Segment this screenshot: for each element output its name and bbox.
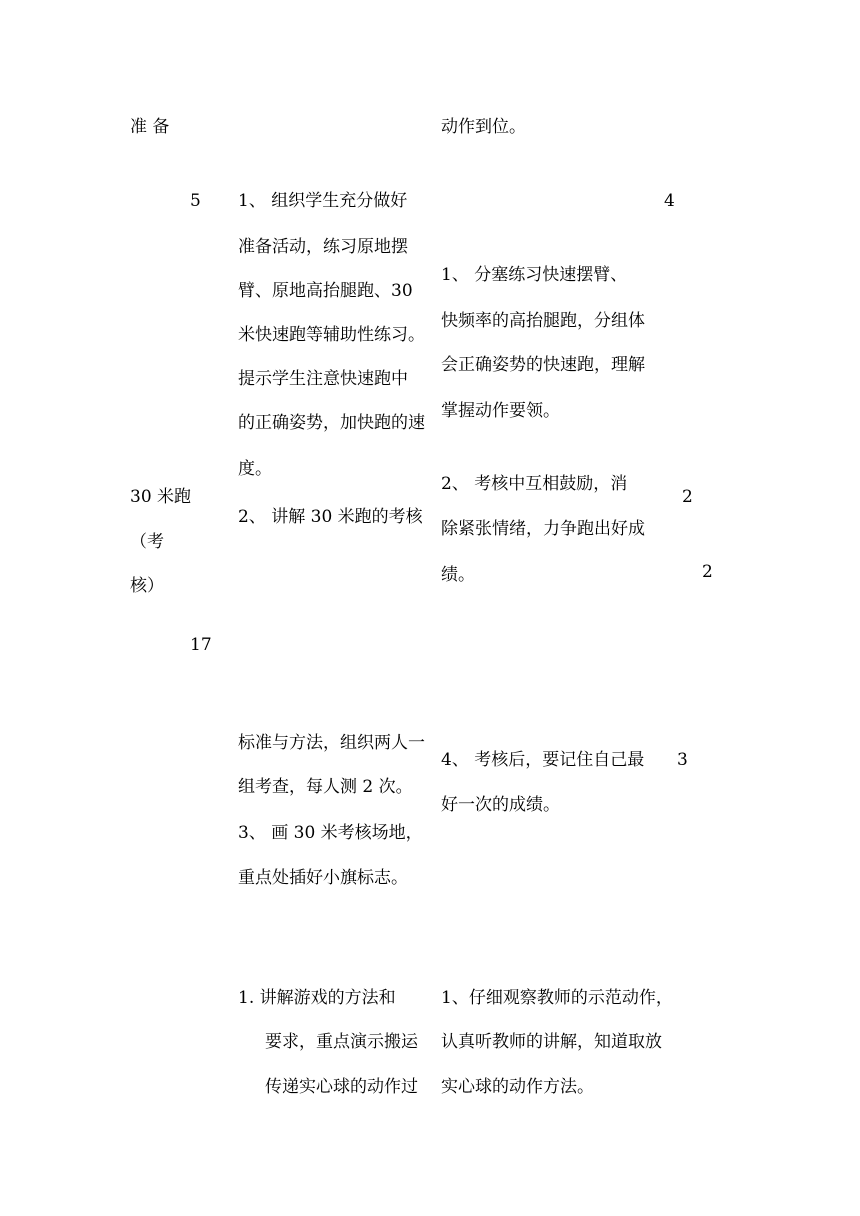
student-text-line: 认真听教师的讲解，知道取放 — [441, 1032, 662, 1052]
student-text-line: 动作到位。 — [441, 117, 526, 137]
section-label-30m: （考 — [130, 532, 164, 552]
teacher-text-line: 1、 组织学生充分做好 — [238, 191, 408, 211]
count-value: 2 — [702, 562, 713, 582]
student-text-line: 好一次的成绩。 — [441, 795, 560, 815]
student-text-line: 4、 考核后，要记住自己最 — [441, 750, 645, 770]
teacher-text-line: 要求，重点演示搬运 — [265, 1032, 418, 1052]
teacher-text-line: 米快速跑等辅助性练习。 — [238, 325, 425, 345]
time-value: 5 — [190, 191, 201, 211]
teacher-text-line: 传递实心球的动作过 — [265, 1077, 418, 1097]
teacher-text-line: 重点处插好小旗标志。 — [238, 868, 408, 888]
time-value: 17 — [190, 635, 212, 655]
student-text-line: 除紧张情绪，力争跑出好成 — [441, 519, 645, 539]
student-text-line: 快频率的高抬腿跑，分组体 — [441, 311, 645, 331]
count-value: 2 — [682, 487, 693, 507]
teacher-text-line: 3、 画 30 米考核场地， — [238, 823, 423, 843]
count-value: 3 — [677, 750, 688, 770]
teacher-text-line: 2、 讲解 30 米跑的考核 — [238, 507, 423, 527]
student-text-line: 掌握动作要领。 — [441, 401, 560, 421]
teacher-text-line: 组考查，每人测 2 次。 — [238, 777, 413, 797]
teacher-text-line: 臂、原地高抬腿跑、30 — [238, 281, 413, 301]
teacher-text-line: 提示学生注意快速跑中 — [238, 369, 408, 389]
teacher-text-line: 1. 讲解游戏的方法和 — [238, 988, 396, 1008]
student-text-line: 1、 分塞练习快速摆臂、 — [441, 265, 628, 285]
section-label-30m: 核） — [130, 576, 164, 596]
teacher-text-line: 的正确姿势，加快跑的速 — [238, 413, 425, 433]
student-text-line: 1、仔细观察教师的示范动作， — [441, 988, 673, 1008]
teacher-text-line: 标准与方法，组织两人一 — [238, 733, 425, 753]
section-label-prepare: 准 备 — [130, 117, 170, 137]
teacher-text-line: 度。 — [238, 459, 272, 479]
teacher-text-line: 准备活动，练习原地摆 — [238, 237, 408, 257]
student-text-line: 2、 考核中互相鼓励，消 — [441, 474, 628, 494]
student-text-line: 会正确姿势的快速跑，理解 — [441, 355, 645, 375]
student-text-line: 实心球的动作方法。 — [441, 1077, 594, 1097]
student-text-line: 绩。 — [441, 565, 475, 585]
section-label-30m: 30 米跑 — [130, 487, 192, 507]
count-value: 4 — [664, 191, 675, 211]
